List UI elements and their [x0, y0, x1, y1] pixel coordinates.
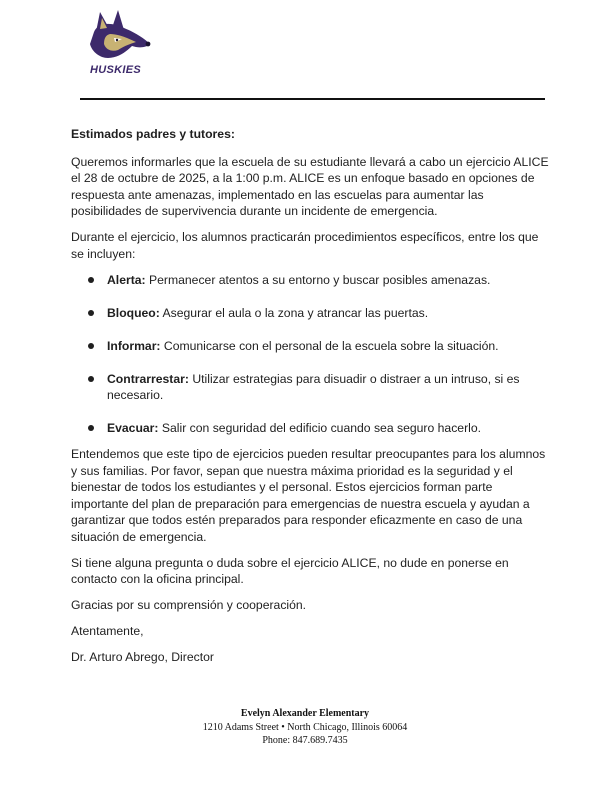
- item-term: Evacuar:: [107, 421, 159, 435]
- list-item: [71, 371, 549, 404]
- list-item: [71, 272, 549, 289]
- huskies-logo: [84, 8, 156, 80]
- procedure-list: [71, 272, 549, 437]
- letter-body: [71, 126, 549, 675]
- list-item: [71, 420, 549, 437]
- item-term: Informar:: [107, 338, 161, 353]
- questions-paragraph: Si tiene alguna pregunta o duda sobre el ejercicio ALICE, no dude en ponerse en contacto con la oficina principal.: [71, 555, 509, 586]
- header-divider: [80, 98, 545, 100]
- item-text: Asegurar el aula o la zona y atrancar las puertas.: [162, 305, 429, 320]
- school-address: 1210 Adams Street • North Chicago, Illinois 60064: [202, 721, 408, 733]
- item-text: Salir con seguridad del edificio cuando sea seguro hacerlo.: [161, 421, 481, 435]
- thanks-paragraph: Gracias por su comprensión y cooperación.: [71, 598, 307, 612]
- item-term: Alerta:: [107, 272, 146, 287]
- logo-wordmark: HUSKIES: [90, 64, 141, 76]
- school-name: Evelyn Alexander Elementary: [240, 708, 370, 719]
- item-term: Bloqueo:: [107, 305, 160, 320]
- item-text: Comunicarse con el personal de la escuela sobre la situación.: [163, 338, 499, 353]
- list-item: [71, 338, 549, 355]
- bullet-icon: [88, 425, 94, 431]
- bullet-icon: [88, 310, 94, 316]
- intro-paragraph: Queremos informarles que la escuela de su estudiante llevará a cabo un ejercicio ALICE el 28 de octubre de 2025, a la 1:00 p.m. ALICE es un enfoque basado en opciones de respuesta ante amenazas, implementado en las escuelas para aumentar las posibilidades de supervivencia durante un incidente de emergencia.: [71, 154, 549, 218]
- item-term: Contrarrestar:: [107, 371, 189, 386]
- husky-head-icon: [84, 8, 156, 66]
- bullet-icon: [88, 376, 94, 382]
- concern-paragraph: Entendemos que este tipo de ejercicios pueden resultar preocupantes para los alumnos y sus familias. Por favor, sepan que nuestra máxima prioridad es la seguridad y el bienestar de todos los estudiantes y el personal. Estos ejercicios forman parte importante del plan de preparación para emergencias de nuestra escuela y ayudan a garantizar que todos estén preparados para responder eficazmente en caso de una situación de emergencia.: [71, 447, 546, 544]
- signature: Dr. Arturo Abrego, Director: [71, 650, 214, 664]
- greeting: Estimados padres y tutores:: [71, 127, 235, 141]
- bullet-icon: [88, 277, 94, 283]
- list-intro-paragraph: Durante el ejercicio, los alumnos practicarán procedimientos específicos, entre los que se incluyen:: [71, 230, 539, 261]
- item-text: Utilizar estrategias para disuadir o distraer a un intruso, si es necesario.: [107, 371, 520, 402]
- bullet-icon: [88, 343, 94, 349]
- school-phone: Phone: 847.689.7435: [262, 735, 348, 746]
- closing: Atentamente,: [71, 624, 144, 638]
- list-item: [71, 305, 549, 322]
- item-text: Permanecer atentos a su entorno y buscar posibles amenazas.: [149, 272, 491, 287]
- letterhead-footer: [0, 707, 610, 748]
